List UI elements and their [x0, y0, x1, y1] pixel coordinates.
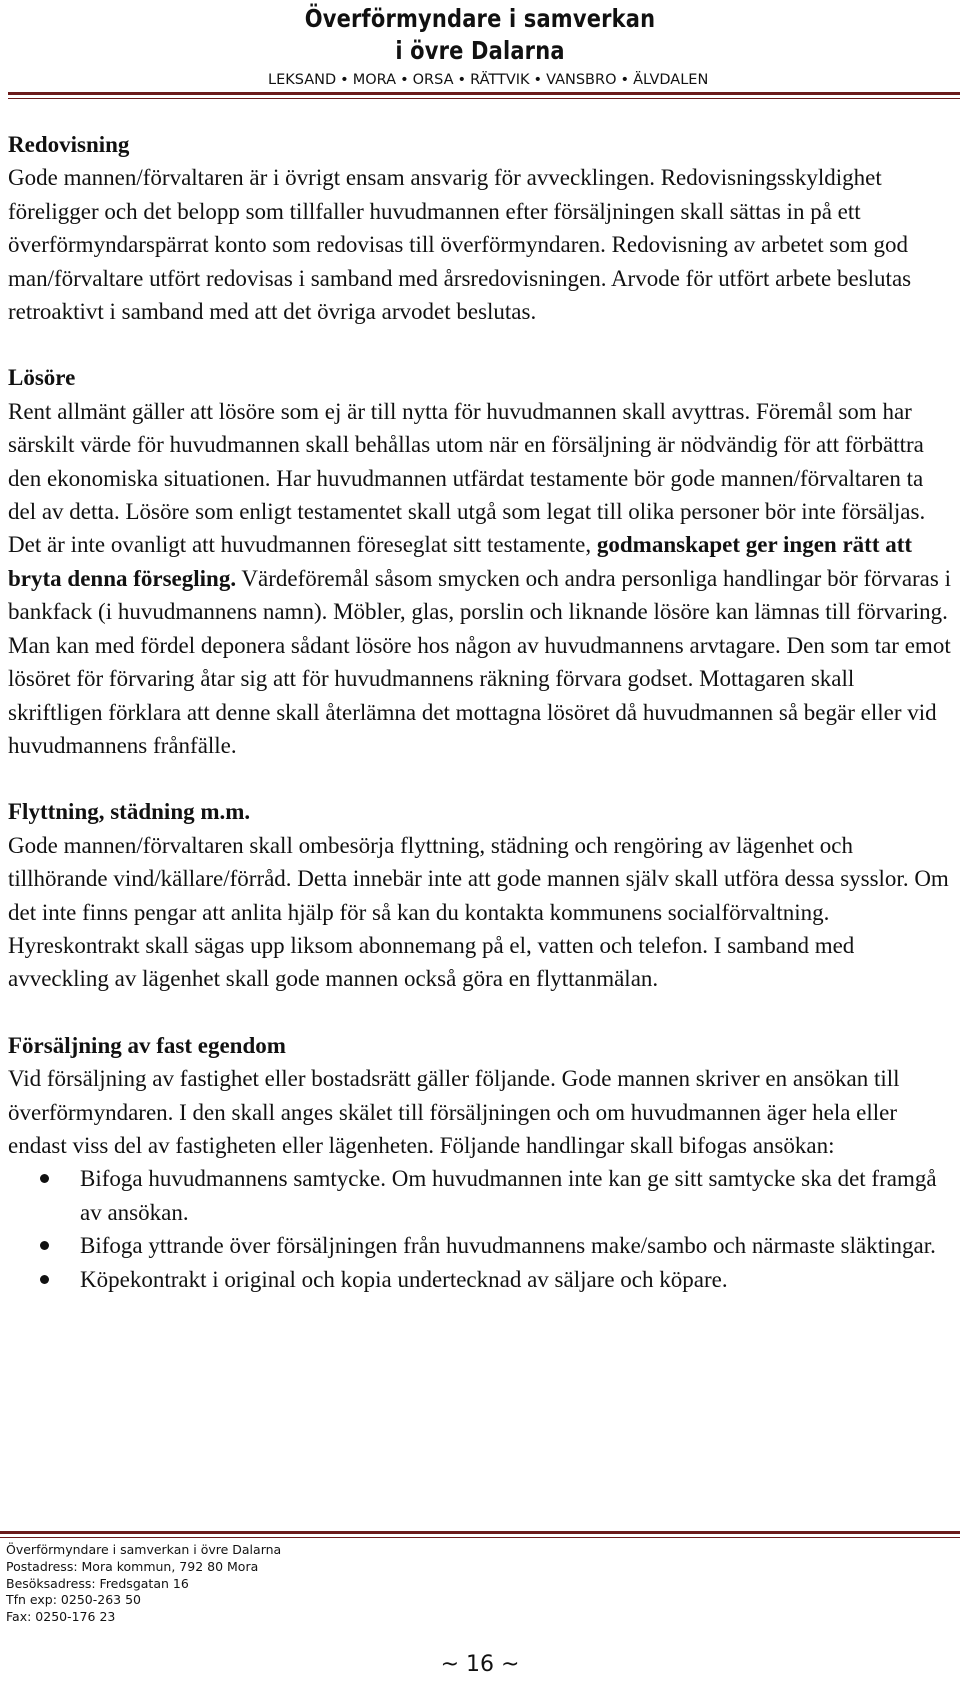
- footer-fax: Fax: 0250-176 23: [6, 1609, 116, 1625]
- section-heading: Redovisning: [8, 132, 130, 157]
- separator-dot: •: [457, 72, 467, 88]
- section-forsaljning: [8, 1029, 953, 1296]
- footer-contact: [6, 1542, 281, 1626]
- header-rule-thin: [8, 98, 960, 99]
- section-paragraph: Gode mannen/förvaltaren är i övrigt ensam ansvarig för avvecklingen. Redovisningsskyldighet föreligger och det belopp som tillfaller huvudmannen efter försäljningen skall sättas in på ett överförmyndarspärrat konto som redovisas till överförmyndaren. Redovisning av arbetet som god man/förvaltare utfört redovisas i samband med årsredovisningen. Arvode för utfört arbete beslutas retroaktivt i samband med att det övriga arvodet beslutas.: [8, 165, 912, 325]
- town-name: RÄTTVIK: [470, 72, 530, 88]
- municipality-list: [268, 72, 708, 88]
- separator-dot: •: [620, 72, 630, 88]
- page-number: ~ 16 ~: [440, 1652, 520, 1677]
- section-paragraph: [8, 395, 953, 762]
- emphasized-text: godmanskapet ger ingen rätt att bryta denna försegling.: [8, 532, 913, 591]
- bullet-icon: [40, 1275, 49, 1284]
- org-name-line2: i övre Dalarna: [395, 36, 565, 65]
- list-item-text: Bifoga huvudmannens samtycke. Om huvudmannen inte kan ge sitt samtycke ska det framgå av ansökan.: [80, 1166, 937, 1225]
- town-name: VANSBRO: [546, 72, 617, 88]
- separator-dot: •: [340, 72, 349, 88]
- footer-phone: Tfn exp: 0250-263 50: [6, 1592, 141, 1608]
- section-paragraph: Gode mannen/förvaltaren skall ombesörja flyttning, städning och rengöring av lägenhet och tillhörande vind/källare/förråd. Detta innebär inte att gode mannen själv skall utföra dessa sysslor. Om det inte finns pengar att anlita hjälp för så kan du kontakta kommunens socialförvaltning. Hyreskontrakt skall sägas upp liksom abonnemang på el, vatten och telefon. I samband med avveckling av lägenhet skall gode mannen också göra en flyttanmälan.: [8, 832, 949, 992]
- footer-visit-address: Besöksadress: Fredsgatan 16: [6, 1575, 189, 1591]
- document-body: [8, 128, 953, 1329]
- footer-org: Överförmyndare i samverkan i övre Dalarna: [6, 1542, 282, 1557]
- section-paragraph: Vid försäljning av fastighet eller bostadsrätt gäller följande. Gode mannen skriver en ansökan till överförmyndaren. I den skall anges skälet till försäljningen och om huvudmannen äger hela eller endast viss del av fastigheten eller lägenheten. Följande handlingar skall bifogas ansökan:: [8, 1066, 900, 1158]
- section-losore: [8, 361, 953, 762]
- town-name: ÄLVDALEN: [633, 72, 709, 88]
- bullet-list: [8, 1162, 953, 1296]
- footer-rule-thick: [0, 1531, 960, 1534]
- list-item: [8, 1263, 953, 1296]
- section-heading: Flyttning, städning m.m.: [8, 799, 251, 825]
- paragraph-text: Rent allmänt gäller att lösöre som ej är till nytta för huvudmannen skall avyttras. Föremål som har särskilt värde för huvudmannen skall behållas utom när en försäljning är nödvändig för att förbättra den ekonomiska situationen. Har huvudmannen utfärdat testamente bör gode mannen/förvaltaren ta del av detta. Lösöre som enligt testamentet skall utgå som legat till olika personer bör inte försäljas. Det är inte ovanligt att huvudmannen föreseglat sitt testamente,: [8, 398, 926, 558]
- footer-postal-address: Postadress: Mora kommun, 792 80 Mora: [6, 1558, 259, 1574]
- footer-rule-thin: [0, 1537, 960, 1538]
- town-name: ORSA: [412, 72, 454, 88]
- town-name: LEKSAND: [268, 72, 337, 88]
- paragraph-text: Värdeföremål såsom smycken och andra personliga handlingar bör förvaras i bankfack (i huvudmannens namn). Möbler, glas, porslin och liknande lösöre kan lämnas till förvaring. Man kan med fördel deponera sådant lösöre hos någon av huvudmannens arvtagare. Den som tar emot lösöret för förvaring åtar sig att för huvudmannens räkning förvara godset. Mottagaren skall skriftligen förklara att denne skall återlämna det mottagna lösöret då huvudmannen så begär eller vid huvudmannens frånfälle.: [8, 565, 951, 758]
- letterhead: [0, 0, 960, 100]
- section-flyttning: [8, 795, 953, 995]
- separator-dot: •: [533, 72, 543, 88]
- list-item: [8, 1229, 953, 1262]
- bullet-icon: [40, 1174, 49, 1183]
- section-redovisning: [8, 128, 953, 328]
- list-item-text: Köpekontrakt i original och kopia undertecknad av säljare och köpare.: [80, 1266, 728, 1292]
- header-rule-thick: [8, 92, 960, 95]
- town-name: MORA: [352, 72, 397, 88]
- section-heading: Försäljning av fast egendom: [8, 1032, 286, 1058]
- section-heading: Lösöre: [8, 365, 76, 391]
- list-item: [8, 1162, 953, 1229]
- bullet-icon: [40, 1241, 49, 1250]
- org-name-line1: Överförmyndare i samverkan: [304, 4, 656, 33]
- separator-dot: •: [400, 72, 409, 88]
- list-item-text: Bifoga yttrande över försäljningen från huvudmannens make/sambo och närmaste släktingar.: [80, 1233, 936, 1259]
